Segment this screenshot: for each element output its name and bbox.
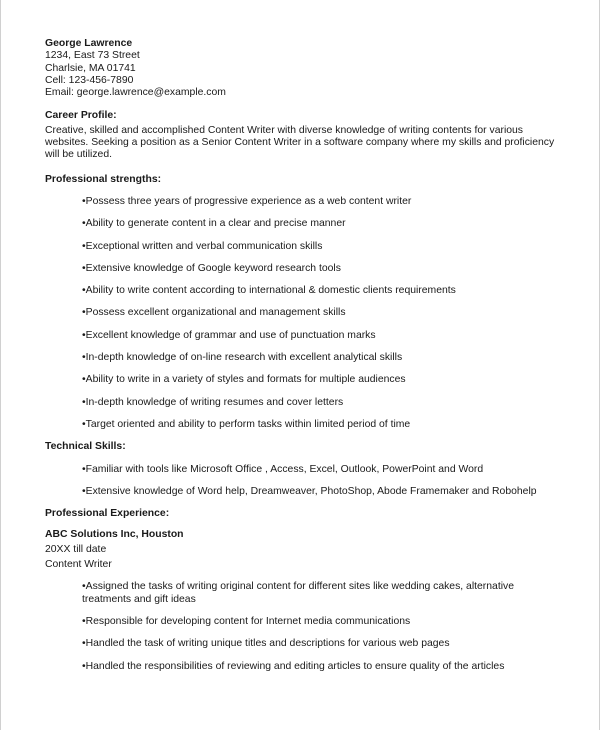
- list-item: •Assigned the tasks of writing original content for different sites like wedding cakes, alternative treatments and gift ideas: [82, 581, 514, 605]
- list-item: •Familiar with tools like Microsoft Office , Access, Excel, Outlook, PowerPoint and Word: [82, 463, 484, 475]
- list-item: •Target oriented and ability to perform tasks within limited period of time: [82, 418, 411, 430]
- list-item: •Possess three years of progressive experience as a web content writer: [82, 195, 412, 207]
- list-item: •Ability to write content according to international & domestic clients requirements: [82, 285, 456, 297]
- job-dates: 20XX till date: [45, 544, 107, 556]
- career-profile-text: Creative, skilled and accomplished Content Writer with diverse knowledge of writing contents for various websites. Seeking a position as a Senior Content Writer in a software company where my skills and proficiency will be utilized.: [45, 124, 555, 161]
- address-line-2: Charlsie, MA 01741: [45, 62, 136, 74]
- candidate-name: George Lawrence: [45, 38, 133, 49]
- career-profile-title: Career Profile:: [45, 110, 117, 122]
- list-item: •Extensive knowledge of Google keyword research tools: [82, 262, 341, 274]
- list-item: •In-depth knowledge of writing resumes and cover letters: [82, 396, 344, 408]
- list-item: •Handled the task of writing unique titles and descriptions for various web pages: [82, 638, 450, 650]
- company-name: ABC Solutions Inc, Houston: [45, 529, 184, 541]
- technical-skills-list: [45, 464, 565, 499]
- address-line-1: 1234, East 73 Street: [45, 50, 140, 62]
- email: Email: george.lawrence@example.com: [45, 87, 226, 99]
- contact-block: [45, 38, 565, 99]
- experience-list: [45, 581, 565, 672]
- list-item: •Handled the responsibilities of reviewing and editing articles to ensure quality of the articles: [82, 660, 505, 672]
- job-entry: [45, 529, 565, 571]
- phone: Cell: 123-456-7890: [45, 74, 134, 86]
- list-item: •Exceptional written and verbal communication skills: [82, 240, 323, 252]
- strengths-list: [45, 196, 565, 431]
- job-role: Content Writer: [45, 559, 112, 571]
- strengths-title: Professional strengths:: [45, 173, 162, 185]
- list-item: •Ability to write in a variety of styles and formats for multiple audiences: [82, 374, 406, 386]
- list-item: •Ability to generate content in a clear and precise manner: [82, 218, 346, 230]
- list-item: •Extensive knowledge of Word help, Dreamweaver, PhotoShop, Abode Framemaker and Robohelp: [82, 485, 537, 497]
- technical-skills-title: Technical Skills:: [45, 441, 126, 453]
- experience-title: Professional Experience:: [45, 508, 170, 520]
- list-item: •In-depth knowledge of on-line research with excellent analytical skills: [82, 352, 403, 364]
- list-item: •Responsible for developing content for Internet media communications: [82, 615, 411, 627]
- list-item: •Possess excellent organizational and management skills: [82, 307, 346, 319]
- resume-document: [45, 38, 565, 673]
- list-item: •Excellent knowledge of grammar and use of punctuation marks: [82, 329, 376, 341]
